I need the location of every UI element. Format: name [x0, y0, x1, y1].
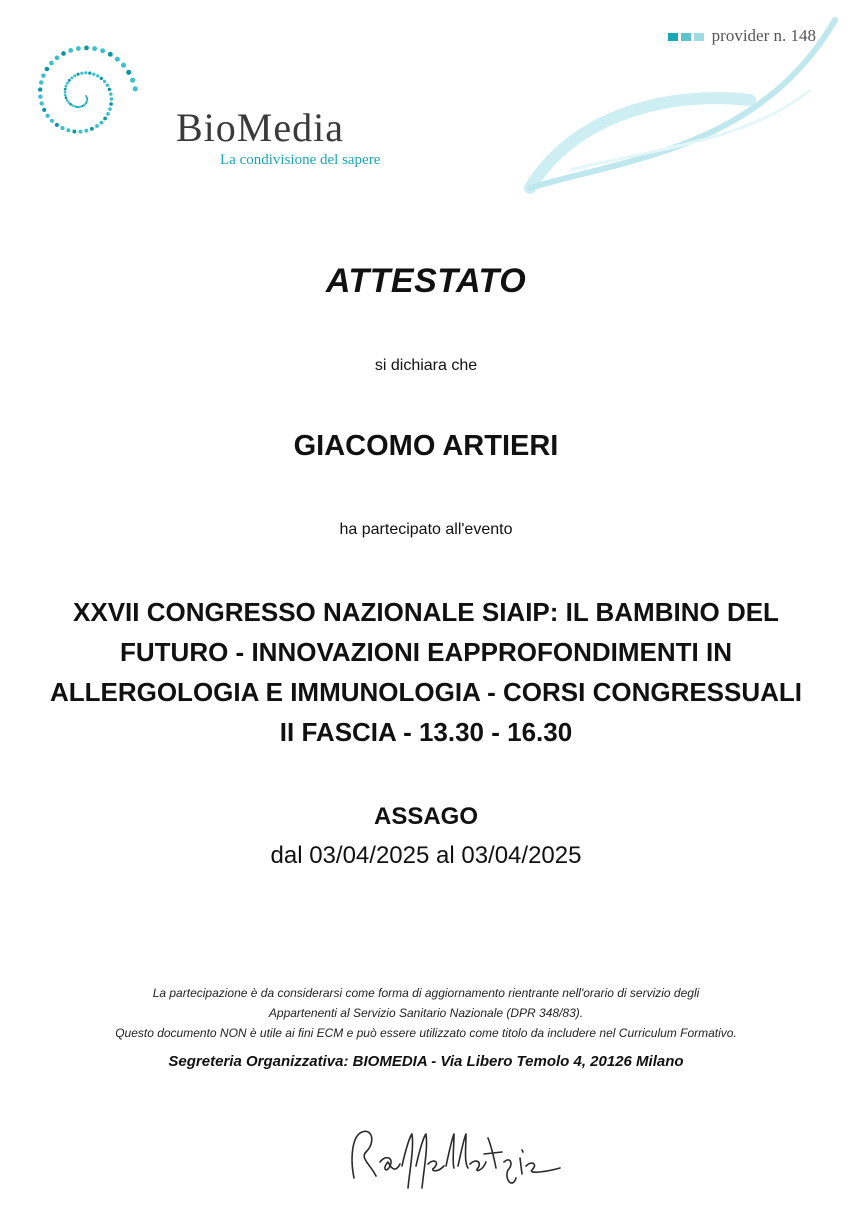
logo-dot	[64, 88, 67, 91]
logo-dot	[110, 97, 114, 101]
logo-dot	[66, 128, 70, 132]
secretariat-info: Segreteria Organizzativa: BIOMEDIA - Via Libero Temolo 4, 20126 Milano	[168, 1053, 684, 1070]
event-title-line: XXVII CONGRESSO NAZIONALE SIAIP: IL BAMBINO DEL	[73, 597, 779, 627]
provider-number: provider n. 148	[711, 26, 816, 45]
logo-dot	[95, 124, 99, 128]
logo-dot	[106, 112, 110, 116]
event-title-line: II FASCIA - 13.30 - 16.30	[279, 717, 573, 747]
square-icon	[694, 33, 704, 41]
logo-dot	[64, 94, 67, 97]
event-title	[30, 592, 822, 752]
logo-dot	[92, 73, 95, 76]
logo-dot	[60, 126, 64, 130]
logo-dot	[84, 71, 87, 74]
legal-notice	[40, 983, 812, 1043]
logo-dot	[68, 48, 73, 53]
logo-dot	[61, 51, 66, 56]
square-icon	[668, 33, 678, 41]
participated-text: ha partecipato all'evento	[339, 521, 513, 538]
logo-dot	[84, 129, 88, 133]
logo-dot	[115, 57, 120, 62]
logo-dot	[100, 121, 104, 125]
logo-dot	[76, 46, 81, 51]
logo-dot	[73, 74, 76, 77]
logo-dot	[42, 108, 46, 112]
declares-text: si dichiara che	[374, 357, 478, 374]
logo-dot	[68, 79, 71, 82]
logo-dot	[69, 103, 72, 106]
logo-dot	[109, 102, 113, 106]
logo-dot	[100, 77, 103, 80]
logo-dot	[38, 87, 42, 91]
logo-dot	[67, 101, 70, 104]
logo-dot	[65, 85, 68, 88]
logo-dot	[88, 71, 91, 74]
logo-dot	[39, 80, 43, 84]
logo-dot	[70, 76, 73, 79]
participant-name: GIACOMO ARTIERI	[293, 430, 559, 462]
brand-name: BioMedia	[176, 105, 344, 150]
logo-dot	[103, 117, 107, 121]
logo-dot	[40, 101, 44, 105]
logo-dot	[45, 114, 49, 118]
biomedia-logo	[30, 36, 390, 168]
logo-dot	[45, 67, 50, 72]
logo-dot	[76, 106, 78, 108]
logo-dot	[103, 80, 106, 83]
event-title-line: ALLERGOLOGIA E IMMUNOLOGIA - CORSI CONGRESSUALI	[49, 677, 803, 707]
brand-tagline: La condivisione del sapere	[220, 152, 381, 168]
legal-line: Appartenenti al Servizio Sanitario Nazionale (DPR 348/83).	[268, 1006, 584, 1020]
logo-dot	[41, 73, 46, 78]
event-title-line: FUTURO - INNOVAZIONI EAPPROFONDIMENTI IN	[120, 637, 732, 667]
certificate-title: ATTESTATO	[325, 262, 527, 300]
logo-dot	[109, 92, 113, 96]
logo-dot	[66, 99, 69, 102]
logo-dot	[96, 74, 99, 77]
logo-dot	[92, 46, 97, 51]
logo-dot	[84, 45, 89, 50]
logo-dot	[133, 86, 138, 91]
signature-image	[336, 1118, 566, 1198]
logo-dot	[77, 73, 80, 76]
logo-dot	[108, 107, 112, 111]
logo-dot	[38, 95, 42, 99]
logo-dot	[72, 129, 76, 133]
logo-dot	[55, 123, 59, 127]
logo-dot	[121, 63, 126, 68]
logo-dot	[130, 78, 135, 83]
logo-dot	[49, 61, 54, 66]
logo-dot	[64, 91, 67, 94]
logo-dot	[79, 130, 83, 134]
logo-dot	[80, 72, 83, 75]
event-dates: dal 03/04/2025 al 03/04/2025	[270, 842, 582, 869]
event-location: ASSAGO	[373, 803, 478, 830]
logo-dot	[100, 48, 105, 53]
provider-label	[668, 26, 816, 46]
logo-dot	[50, 119, 54, 123]
spiral-dots-logo-icon	[30, 36, 140, 156]
logo-dot	[90, 127, 94, 131]
logo-dot	[55, 55, 60, 60]
logo-dot	[65, 97, 68, 100]
logo-dot	[126, 70, 131, 75]
logo-dot	[78, 106, 80, 108]
square-icon	[681, 33, 691, 41]
logo-dot	[106, 83, 109, 86]
logo-dot	[108, 88, 111, 91]
legal-line: La partecipazione è da considerarsi come forma di aggiornamento rientrante nell'orario di servizio degli	[152, 986, 700, 1000]
legal-line: Questo documento NON è utile ai fini ECM e può essere utilizzato come titolo da includere nel Curriculum Formativo.	[115, 1026, 737, 1040]
logo-dot	[66, 82, 69, 85]
logo-dot	[108, 52, 113, 57]
